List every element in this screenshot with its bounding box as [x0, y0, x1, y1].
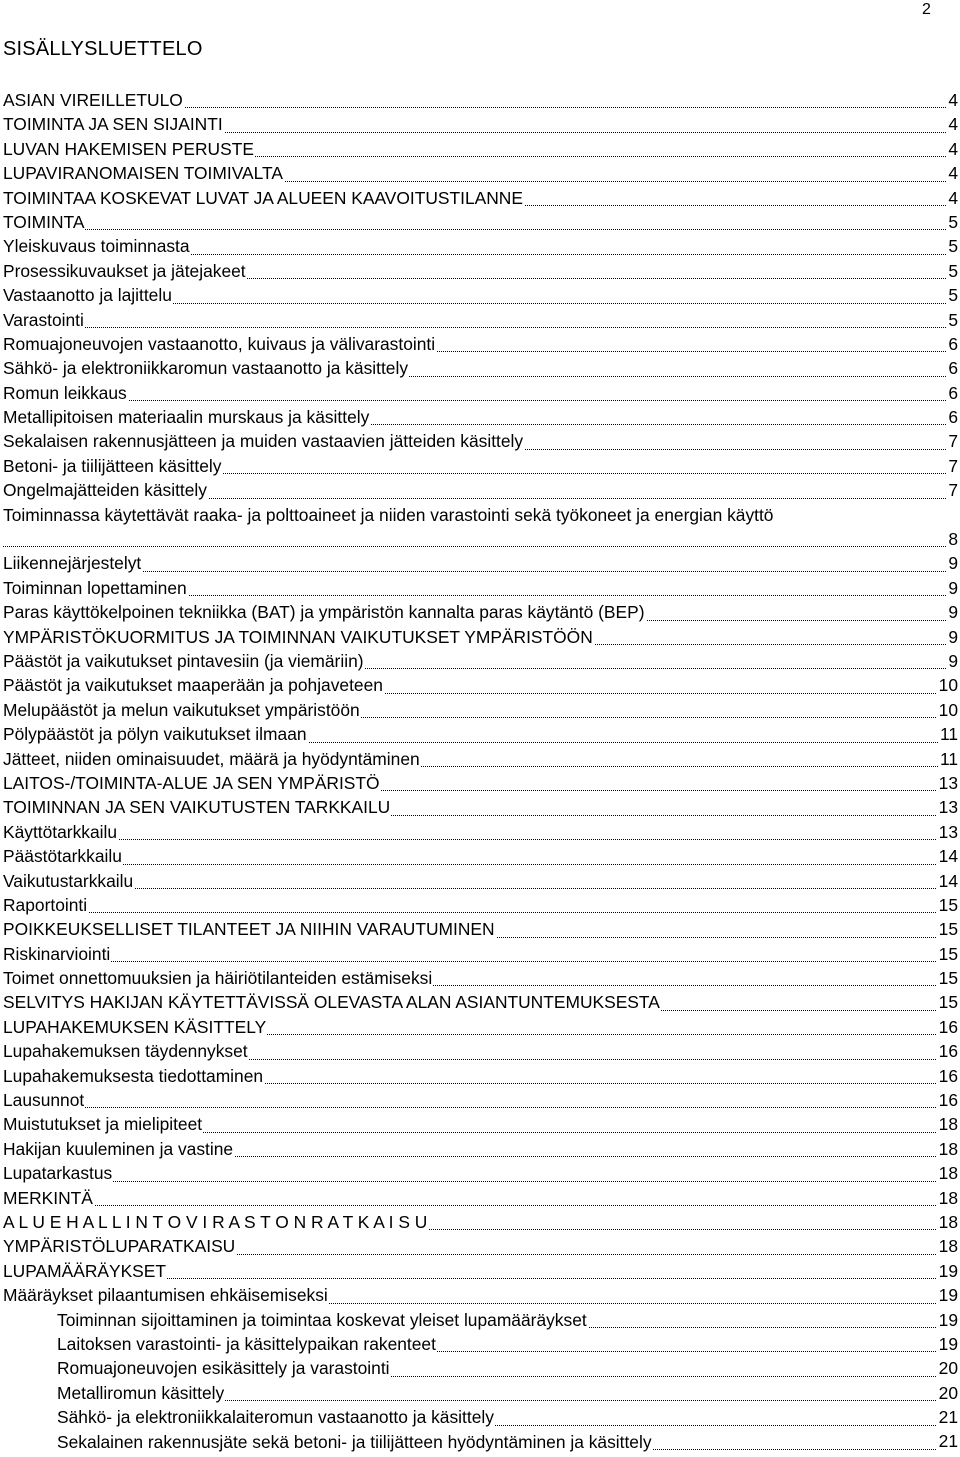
toc-leader-dots: [3, 1205, 958, 1206]
toc-entry[interactable]: [3, 1259, 958, 1283]
toc-entry[interactable]: [3, 161, 958, 185]
toc-entry[interactable]: [3, 917, 958, 941]
toc-entry-page: 19: [937, 1283, 958, 1307]
toc-entry[interactable]: [3, 673, 958, 697]
toc-entry-title: Toimet onnettomuuksien ja häiriötilanteiden estämiseksi: [3, 968, 433, 989]
toc-entry[interactable]: [3, 1405, 958, 1429]
toc-entry-page: 13: [937, 795, 958, 819]
toc-leader-dots: [3, 400, 958, 401]
toc-entry-title: Lausunnot: [3, 1090, 85, 1111]
toc-entry[interactable]: [3, 381, 958, 405]
toc-entry-title: Varastointi: [3, 309, 84, 330]
toc-entry-page: 7: [946, 454, 958, 478]
toc-entry-title: Sähkö- ja elektroniikkaromun vastaanotto ja käsittely: [3, 358, 409, 379]
toc-entry[interactable]: [3, 1234, 958, 1258]
toc-entry-page: 18: [937, 1186, 958, 1210]
toc-entry-page: 5: [946, 308, 958, 332]
toc-entry-title: Määräykset pilaantumisen ehkäisemiseksi: [3, 1285, 328, 1306]
toc-entry[interactable]: [3, 234, 958, 258]
toc-entry-page: 18: [937, 1234, 958, 1258]
toc-entry-page: 4: [946, 186, 958, 210]
toc-entry-page: 7: [946, 478, 958, 502]
toc-entry-page: 21: [937, 1430, 958, 1454]
toc-entry-title: POIKKEUKSELLISET TILANTEET JA NIIHIN VARAUTUMINEN: [3, 919, 495, 940]
toc-entry-page: 16: [937, 1088, 958, 1112]
toc-entry[interactable]: [3, 747, 958, 771]
toc-entry-page: 15: [937, 990, 958, 1014]
toc-entry-title: Sekalainen rakennusjäte sekä betoni- ja tiilijätteen hyödyntäminen ja käsittely: [57, 1431, 652, 1452]
toc-entry-page: 13: [937, 820, 958, 844]
toc-entry-title: TOIMINTAA KOSKEVAT LUVAT JA ALUEEN KAAVOITUSTILANNE: [3, 187, 523, 208]
toc-entry-title: Melupäästöt ja melun vaikutukset ympäristöön: [3, 699, 360, 720]
toc-leader-dots: [3, 229, 958, 230]
toc-entry[interactable]: [3, 869, 958, 893]
toc-entry[interactable]: [3, 356, 958, 380]
toc-entry-title: Lupahakemuksen täydennykset: [3, 1041, 248, 1062]
toc-entry[interactable]: [3, 649, 958, 673]
toc-entry-title: Vastaanotto ja lajittelu: [3, 285, 172, 306]
toc-leader-dots: [3, 839, 958, 840]
toc-entry[interactable]: [3, 1283, 958, 1307]
toc-entry[interactable]: [3, 1430, 958, 1454]
toc-leader-dots: [3, 1181, 958, 1182]
toc-entry-title: Metallipitoisen materiaalin murskaus ja käsittely: [3, 407, 370, 428]
toc-entry-title: A L U E H A L L I N T O V I R A S T O N R A T K A I S U: [3, 1211, 428, 1232]
toc-entry[interactable]: [3, 795, 958, 819]
toc-entry[interactable]: [3, 210, 958, 234]
toc-leader-dots: [3, 327, 958, 328]
toc-entry-title: YMPÄRISTÖKUORMITUS JA TOIMINNAN VAIKUTUKSET YMPÄRISTÖÖN: [3, 626, 593, 647]
toc-entry-title: TOIMINNAN JA SEN VAIKUTUSTEN TARKKAILU: [3, 797, 391, 818]
toc-entry-page: 6: [946, 356, 958, 380]
toc-entry[interactable]: [3, 1064, 958, 1088]
toc-entry-title: Romun leikkaus: [3, 382, 127, 403]
toc-entry[interactable]: [3, 454, 958, 478]
toc-leader-dots: [3, 1107, 958, 1108]
toc-entry-title: Jätteet, niiden ominaisuudet, määrä ja hyödyntäminen: [3, 748, 420, 769]
toc-leader-dots: [3, 961, 958, 962]
toc-entry-page: 18: [937, 1137, 958, 1161]
toc-entry-title: Toiminnassa käytettävät raaka- ja polttoaineet ja niiden varastointi sekä työkoneet ja energian käyttö: [3, 504, 774, 525]
toc-entry-page: 15: [937, 942, 958, 966]
toc-entry-title: Päästöt ja vaikutukset pintavesiin (ja viemäriin): [3, 651, 364, 671]
toc-entry-title: Lupatarkastus: [3, 1163, 113, 1184]
toc-entry[interactable]: [3, 625, 958, 649]
toc-entry[interactable]: [3, 283, 958, 307]
toc-leader-dots: [3, 912, 958, 913]
toc-entry-title: LUPAHAKEMUKSEN KÄSITTELY: [3, 1016, 267, 1037]
toc-entry-title: ASIAN VIREILLETULO: [3, 90, 183, 110]
toc-entry-title: Lupahakemuksesta tiedottaminen: [3, 1065, 264, 1086]
toc-entry[interactable]: [3, 259, 958, 283]
toc-entry-page: 20: [937, 1381, 958, 1405]
toc-entry-page: 19: [937, 1308, 958, 1332]
toc-leader-dots: [3, 571, 958, 572]
toc-leader-dots: [3, 864, 958, 865]
toc-entry[interactable]: [3, 722, 958, 746]
toc-entry-page: 13: [937, 771, 958, 795]
toc-entry-page: 20: [937, 1356, 958, 1380]
toc-entry-title: Betoni- ja tiilijätteen käsittely: [3, 455, 222, 476]
page-number: 2: [922, 1, 931, 18]
toc-entry-page: 16: [937, 1015, 958, 1039]
toc-entry-page: 8: [946, 527, 958, 551]
toc-entry-title: Yleiskuvaus toiminnasta: [3, 236, 190, 257]
toc-entry-title: Laitoksen varastointi- ja käsittelypaikan rakenteet: [57, 1333, 436, 1354]
toc-entry-title: LAITOS-/TOIMINTA-ALUE JA SEN YMPÄRISTÖ: [3, 772, 380, 793]
toc-entry[interactable]: [3, 771, 958, 795]
toc-entry-page: 18: [937, 1161, 958, 1185]
toc-entry-page: 15: [937, 893, 958, 917]
toc-entry[interactable]: [3, 429, 958, 453]
toc-entry[interactable]: [3, 1381, 958, 1405]
toc-entry-title: Prosessikuvaukset ja jätejakeet: [3, 260, 246, 281]
toc-entry-title: TOIMINTA JA SEN SIJAINTI: [3, 114, 223, 135]
toc-leader-dots: [3, 546, 958, 547]
toc-entry-title: YMPÄRISTÖLUPARATKAISU: [3, 1236, 236, 1257]
toc-entry[interactable]: [3, 600, 958, 624]
toc-entry[interactable]: [3, 478, 958, 502]
toc-entry-title: Toiminnan lopettaminen: [3, 577, 187, 598]
toc-entry-page: 10: [937, 698, 958, 722]
toc-entry[interactable]: [3, 551, 958, 575]
toc-entry-page: 14: [937, 844, 958, 868]
toc-entry-page: 18: [937, 1210, 958, 1234]
toc-entry-page: 5: [946, 210, 958, 234]
toc-entry[interactable]: [3, 88, 958, 112]
toc-entry-title: Romuajoneuvojen vastaanotto, kuivaus ja välivarastointi: [3, 333, 436, 354]
toc-entry-title: SELVITYS HAKIJAN KÄYTETTÄVISSÄ OLEVASTA ALAN ASIANTUNTEMUKSESTA: [3, 992, 660, 1013]
toc-entry[interactable]: [3, 308, 958, 332]
toc-entry-page: 4: [946, 161, 958, 185]
toc-entry[interactable]: [3, 186, 958, 210]
toc-entry-page: 18: [937, 1112, 958, 1136]
toc-entry-title: LUVAN HAKEMISEN PERUSTE: [3, 138, 254, 159]
toc-entry-page: 5: [946, 283, 958, 307]
toc-entry-page: 7: [946, 429, 958, 453]
toc-entry-page: 19: [937, 1332, 958, 1356]
toc-entry-title: Romuajoneuvojen esikäsittely ja varastointi: [57, 1358, 390, 1379]
toc-entry[interactable]: [3, 1308, 958, 1332]
toc-entry-title: Päästöt ja vaikutukset maaperään ja pohjaveteen: [3, 675, 383, 696]
toc-entry-page: 6: [946, 381, 958, 405]
toc-entry-title: Hakijan kuuleminen ja vastine: [3, 1138, 234, 1159]
toc-entry-title: MERKINTÄ: [3, 1187, 93, 1208]
toc-entry-title: Sekalaisen rakennusjätteen ja muiden vastaavien jätteiden käsittely: [3, 431, 524, 452]
toc-entry-title: LUPAMÄÄRÄYKSET: [3, 1260, 167, 1281]
toc-entry-title: Muistutukset ja mielipiteet: [3, 1114, 203, 1135]
toc-entry[interactable]: [3, 942, 958, 966]
toc-entry-page: 10: [937, 673, 958, 697]
toc-entry-page: 4: [946, 112, 958, 136]
toc-entry[interactable]: [3, 503, 958, 552]
toc-entry-page: 5: [946, 234, 958, 258]
toc-entry[interactable]: [3, 1332, 958, 1356]
toc-entry-title: TOIMINTA: [3, 211, 85, 232]
toc-entry[interactable]: [3, 844, 958, 868]
toc-entry-title: Paras käyttökelpoinen tekniikka (BAT) ja ympäristön kannalta paras käytäntö (BEP): [3, 602, 645, 623]
toc-entry-page: 6: [946, 405, 958, 429]
toc-entry-page: 11: [938, 722, 958, 746]
toc-entry-page: 9: [946, 625, 958, 649]
toc-entry-page: 11: [938, 747, 958, 771]
toc-entry-title: Liikennejärjestelyt: [3, 553, 142, 574]
toc-entry[interactable]: [3, 1088, 958, 1112]
toc-entry[interactable]: [3, 966, 958, 990]
toc-entry-page: 4: [946, 137, 958, 161]
toc-entry[interactable]: [3, 1039, 958, 1063]
toc-entry[interactable]: [3, 1112, 958, 1136]
toc-entry[interactable]: [3, 1186, 958, 1210]
toc-entry-title: Päästötarkkailu: [3, 846, 122, 867]
toc-entry-page: 9: [946, 649, 958, 673]
toc-entry-page: 9: [946, 600, 958, 624]
toc-entry[interactable]: [3, 137, 958, 161]
toc-entry-title: LUPAVIRANOMAISEN TOIMIVALTA: [3, 163, 283, 184]
toc-entry-title: Riskinarviointi: [3, 943, 111, 964]
toc-entry[interactable]: [3, 698, 958, 722]
toc-entry-page: 16: [937, 1064, 958, 1088]
toc-entry[interactable]: [3, 1210, 958, 1234]
toc-entry[interactable]: [3, 990, 958, 1014]
toc-entry-title: Vaikutustarkkailu: [3, 870, 134, 891]
toc-entry-page: 4: [946, 88, 958, 112]
toc-entry[interactable]: [3, 576, 958, 600]
toc-entry[interactable]: [3, 1137, 958, 1161]
toc-entry[interactable]: [3, 893, 958, 917]
toc-entry-page: 14: [937, 869, 958, 893]
toc-entry-title: Raportointi: [3, 894, 88, 915]
toc-title: SISÄLLYSLUETTELO: [3, 38, 203, 60]
toc-entry-title: Toiminnan sijoittaminen ja toimintaa koskevat yleiset lupamääräykset: [57, 1309, 587, 1330]
toc-entry[interactable]: [3, 1015, 958, 1039]
toc-entry-page: 15: [937, 966, 958, 990]
toc-entry-title: Pölypäästöt ja pölyn vaikutukset ilmaan: [3, 724, 307, 745]
toc-entry-title: Sähkö- ja elektroniikkalaiteromun vastaanotto ja käsittely: [57, 1407, 494, 1428]
toc-entry[interactable]: [3, 1161, 958, 1185]
toc-entry-page: 19: [937, 1259, 958, 1283]
toc-entry-page: 9: [946, 551, 958, 575]
toc-entry-page: 16: [937, 1039, 958, 1063]
toc-entry[interactable]: [3, 332, 958, 356]
toc-entry-page: 9: [946, 576, 958, 600]
toc-entry[interactable]: [3, 1356, 958, 1380]
toc-entry-title: Käyttötarkkailu: [3, 821, 118, 842]
toc-entry-page: 15: [937, 917, 958, 941]
toc-leader-dots: [3, 888, 958, 889]
table-of-contents: [3, 88, 958, 1454]
toc-entry-page: 6: [946, 332, 958, 356]
toc-entry[interactable]: [3, 405, 958, 429]
toc-entry-title: Metalliromun käsittely: [57, 1382, 225, 1403]
toc-entry-page: 5: [946, 259, 958, 283]
toc-entry[interactable]: [3, 820, 958, 844]
toc-entry[interactable]: [3, 112, 958, 136]
toc-entry-title: Ongelmajätteiden käsittely: [3, 480, 207, 501]
toc-entry-page: 21: [937, 1405, 958, 1429]
